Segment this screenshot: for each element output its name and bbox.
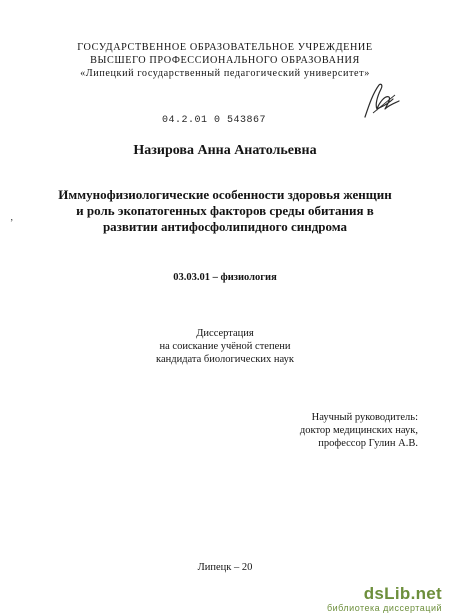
degree-line-2: на соискание учёной степени xyxy=(159,341,291,352)
watermark xyxy=(327,585,442,614)
author-name: Назирова Анна Анатольевна xyxy=(133,143,317,158)
degree-line-3: кандидата биологических наук xyxy=(156,354,294,365)
dissertation-title-line-3: развитии антифосфолипидного синдрома xyxy=(102,219,348,234)
catalog-number: 04.2.01 0 543867 xyxy=(162,115,267,126)
supervisor-name: профессор Гулин А.В. xyxy=(318,438,418,449)
institution-line-2: ВЫСШЕГО ПРОФЕССИОНАЛЬНОГО ОБРАЗОВАНИЯ xyxy=(90,55,360,66)
handwritten-signature xyxy=(355,75,405,125)
supervisor-label: Научный руководитель: xyxy=(311,412,418,423)
margin-mark: ’ xyxy=(10,218,14,229)
watermark-logo: dsLib.net xyxy=(363,584,442,603)
dissertation-title-line-2: и роль экопатогенных факторов среды обитания в xyxy=(76,203,374,218)
city-year: Липецк – 20 xyxy=(197,562,253,573)
dissertation-title-line-1: Иммунофизиологические особенности здоровья женщин xyxy=(58,187,392,202)
degree-line-1: Диссертация xyxy=(196,328,254,339)
supervisor-degree: доктор медицинских наук, xyxy=(299,425,418,436)
institution-line-3: «Липецкий государственный педагогический университет» xyxy=(80,68,370,79)
specialty-code: 03.03.01 – физиология xyxy=(173,272,277,283)
watermark-subtitle: библиотека диссертаций xyxy=(326,603,442,613)
institution-line-1: ГОСУДАРСТВЕННОЕ ОБРАЗОВАТЕЛЬНОЕ УЧРЕЖДЕНИЕ xyxy=(77,42,373,53)
